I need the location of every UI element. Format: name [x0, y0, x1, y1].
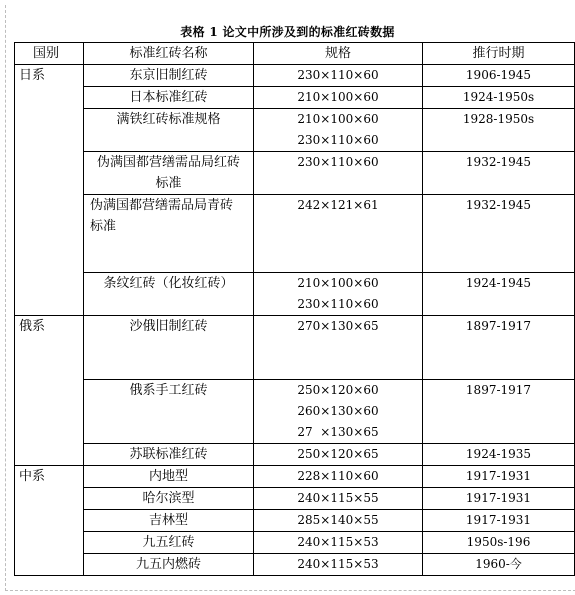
brick-period: 1932-1945	[423, 152, 575, 195]
brick-spec: 250×120×65	[254, 444, 423, 466]
brick-name: 日本标准红砖	[84, 87, 254, 109]
table-row	[15, 466, 575, 488]
brick-spec: 230×110×60	[254, 65, 423, 87]
brick-spec: 285×140×55	[254, 510, 423, 532]
spec-line: 210×100×60	[297, 112, 379, 126]
table-row	[15, 316, 575, 380]
brick-period: 1917-1931	[423, 488, 575, 510]
table-row	[15, 532, 575, 554]
name-line: 标准	[155, 176, 182, 191]
brick-spec: 242×121×61	[254, 195, 423, 273]
brick-period: 1897-1917	[423, 380, 575, 444]
table-row	[15, 109, 575, 152]
region-russia: 俄系	[15, 316, 84, 380]
brick-period: 1897-1917	[423, 316, 575, 380]
brick-name	[84, 195, 254, 273]
table-row	[15, 273, 575, 316]
brick-name: 东京旧制红砖	[84, 65, 254, 87]
brick-spec: 228×110×60	[254, 466, 423, 488]
brick-period: 1960-今	[423, 554, 575, 576]
brick-spec	[254, 109, 423, 152]
brick-period: 1924-1950s	[423, 87, 575, 109]
brick-spec	[254, 273, 423, 316]
region-china: 中系	[15, 466, 84, 488]
brick-period: 1928-1950s	[423, 109, 575, 152]
table-row	[15, 195, 575, 273]
table-row	[15, 65, 575, 87]
spec-line: 250×120×60	[297, 383, 379, 397]
table-row	[15, 488, 575, 510]
table-row	[15, 87, 575, 109]
name-line: 标准	[90, 219, 117, 234]
brick-period: 1906-1945	[423, 65, 575, 87]
spec-line: 27 ×130×65	[297, 425, 379, 439]
table-row	[15, 554, 575, 576]
brick-period: 1924-1945	[423, 273, 575, 316]
brick-name: 哈尔滨型	[84, 488, 254, 510]
spec-line: 260×130×60	[297, 404, 379, 418]
table-row	[15, 380, 575, 444]
brick-table	[14, 42, 575, 576]
brick-spec: 240×115×53	[254, 532, 423, 554]
header-region: 国别	[15, 43, 84, 65]
header-period: 推行时期	[423, 43, 575, 65]
name-line: 伪满国都营缮需品局青砖	[90, 198, 234, 213]
brick-name: 满铁红砖标准规格	[84, 109, 254, 152]
brick-spec: 230×110×60	[254, 152, 423, 195]
brick-name: 俄系手工红砖	[84, 380, 254, 444]
brick-name: 苏联标准红砖	[84, 444, 254, 466]
spec-line: 210×100×60	[297, 276, 379, 290]
brick-name	[84, 152, 254, 195]
brick-name: 吉林型	[84, 510, 254, 532]
spec-line: 230×110×60	[297, 133, 379, 147]
brick-name: 沙俄旧制红砖	[84, 316, 254, 380]
brick-period: 1924-1935	[423, 444, 575, 466]
brick-name: 九五红砖	[84, 532, 254, 554]
spec-line: 230×110×60	[297, 297, 379, 311]
brick-spec: 270×130×65	[254, 316, 423, 380]
table-row	[15, 510, 575, 532]
name-line: 伪满国都营缮需品局红砖	[96, 155, 240, 170]
table-row	[15, 444, 575, 466]
brick-spec: 210×100×60	[254, 87, 423, 109]
brick-period: 1932-1945	[423, 195, 575, 273]
header-spec: 规格	[254, 43, 423, 65]
header-name: 标准红砖名称	[84, 43, 254, 65]
brick-name: 条纹红砖（化妆红砖）	[84, 273, 254, 316]
table-caption: 表格 1 论文中所涉及到的标准红砖数据	[180, 25, 395, 39]
region-japan: 日系	[15, 65, 84, 87]
table-row	[15, 152, 575, 195]
brick-spec: 240×115×55	[254, 488, 423, 510]
brick-spec	[254, 380, 423, 444]
brick-spec: 240×115×53	[254, 554, 423, 576]
brick-period: 1917-1931	[423, 510, 575, 532]
header-row	[15, 43, 575, 65]
brick-period: 1917-1931	[423, 466, 575, 488]
brick-name: 内地型	[84, 466, 254, 488]
brick-name: 九五内燃砖	[84, 554, 254, 576]
brick-period: 1950s-196	[423, 532, 575, 554]
